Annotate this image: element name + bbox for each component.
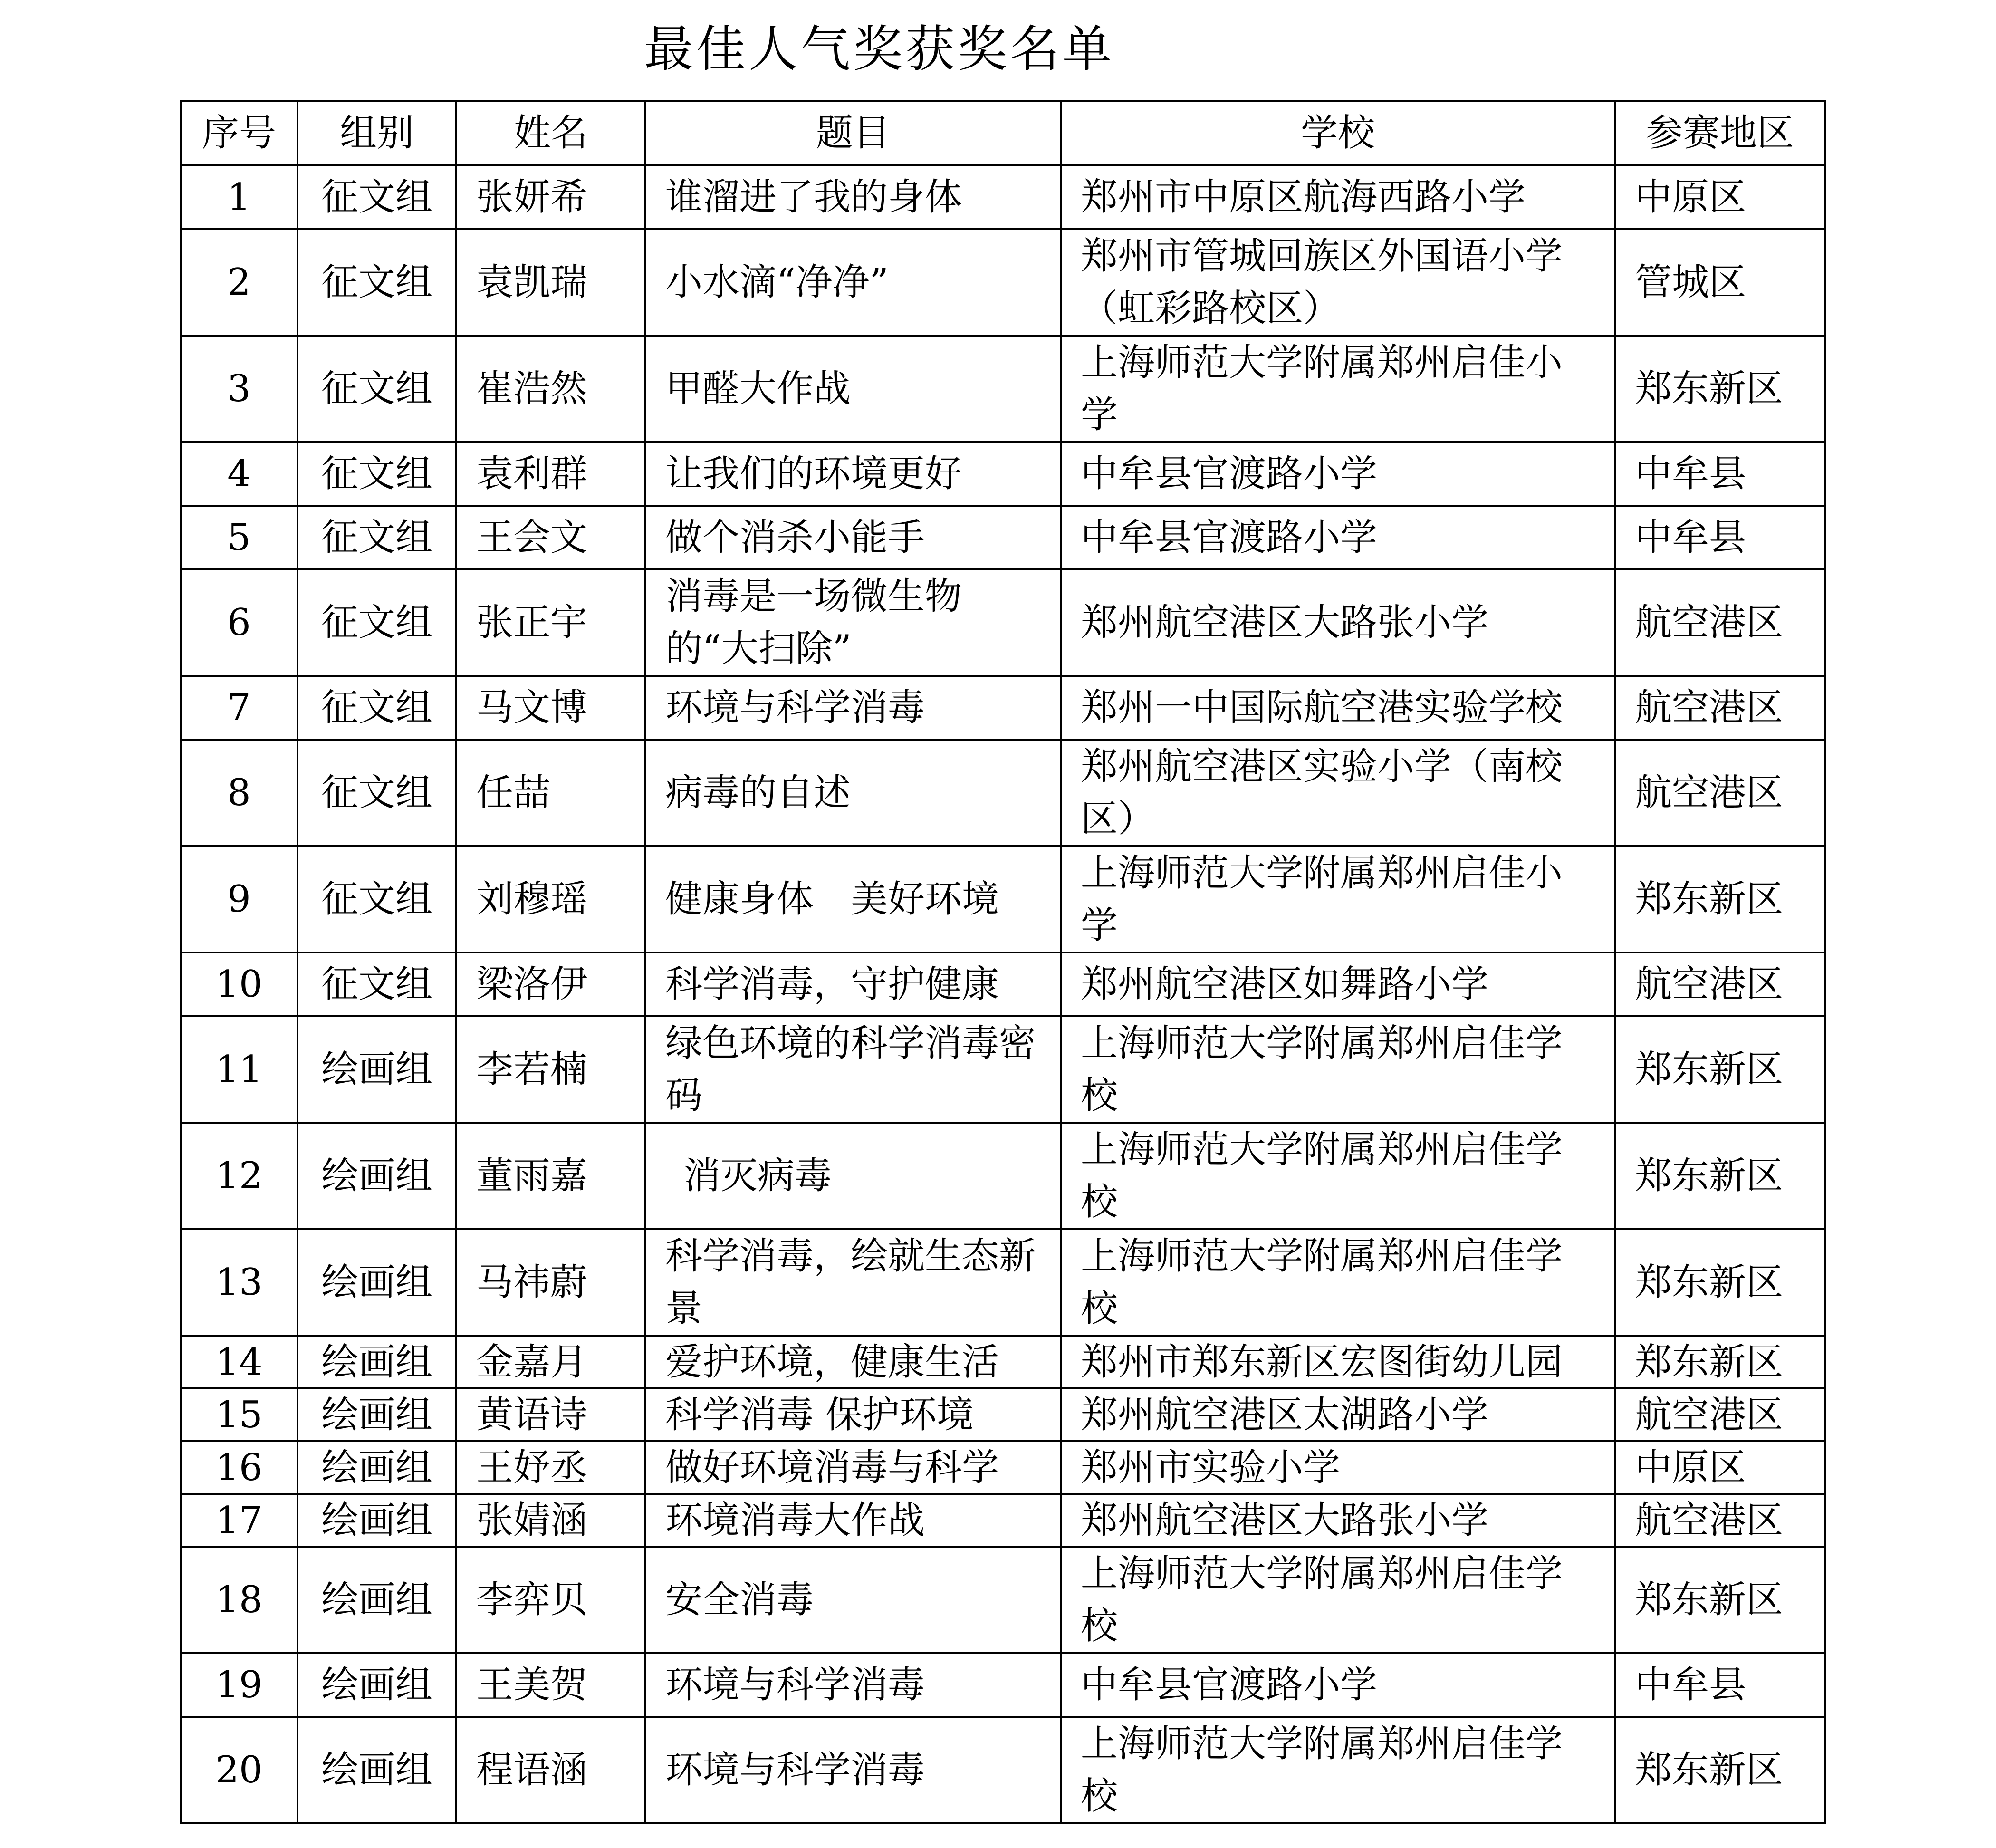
cell-region: 航空港区 [1615,569,1825,676]
cell-region: 管城区 [1615,229,1825,336]
cell-title: 环境与科学消毒 [645,1717,1061,1823]
cell-title: 健康身体 美好环境 [645,846,1061,953]
cell-number: 3 [181,336,297,442]
cell-group: 绘画组 [297,1336,456,1388]
cell-name: 李若楠 [456,1016,645,1123]
cell-name: 王会文 [456,506,645,569]
cell-title: 做好环境消毒与科学 [645,1441,1061,1494]
table-row [181,229,1825,336]
cell-name: 袁利群 [456,442,645,506]
cell-region: 航空港区 [1615,1388,1825,1441]
cell-school: 郑州市实验小学 [1061,1441,1615,1494]
cell-region: 中牟县 [1615,506,1825,569]
cell-title: 科学消毒，绘就生态新景 [645,1229,1061,1336]
cell-region: 航空港区 [1615,676,1825,740]
cell-name: 李弈贝 [456,1547,645,1653]
cell-title: 科学消毒，守护健康 [645,953,1061,1016]
cell-name: 董雨嘉 [456,1123,645,1229]
cell-group: 征文组 [297,506,456,569]
cell-group: 征文组 [297,676,456,740]
cell-region: 郑东新区 [1615,1016,1825,1123]
cell-number: 19 [181,1653,297,1717]
cell-title: 让我们的环境更好 [645,442,1061,506]
cell-school: 中牟县官渡路小学 [1061,442,1615,506]
cell-name: 黄语诗 [456,1388,645,1441]
cell-group: 绘画组 [297,1123,456,1229]
table-row [181,1441,1825,1494]
header-school: 学校 [1061,101,1615,165]
cell-title: 环境与科学消毒 [645,1653,1061,1717]
table-row [181,1388,1825,1441]
cell-title: 做个消杀小能手 [645,506,1061,569]
cell-number: 12 [181,1123,297,1229]
cell-school: 郑州市中原区航海西路小学 [1061,165,1615,229]
cell-region: 航空港区 [1615,1494,1825,1547]
cell-name: 王美贺 [456,1653,645,1717]
table-row [181,442,1825,506]
table-row [181,740,1825,846]
table-row [181,953,1825,1016]
table-row [181,1016,1825,1123]
cell-number: 11 [181,1016,297,1123]
table-row [181,1494,1825,1547]
cell-group: 征文组 [297,953,456,1016]
cell-region: 郑东新区 [1615,1229,1825,1336]
table-row [181,1229,1825,1336]
cell-school: 郑州航空港区实验小学（南校区） [1061,740,1615,846]
cell-school: 上海师范大学附属郑州启佳学校 [1061,1229,1615,1336]
cell-region: 郑东新区 [1615,846,1825,953]
header-row [181,101,1825,165]
cell-name: 张正宇 [456,569,645,676]
table-row [181,1336,1825,1388]
cell-title: 消灭病毒 [645,1123,1061,1229]
document-title: 最佳人气奖获奖名单 [643,20,1114,78]
cell-school: 郑州航空港区如舞路小学 [1061,953,1615,1016]
cell-school: 中牟县官渡路小学 [1061,1653,1615,1717]
table-row [181,1653,1825,1717]
table-row [181,676,1825,740]
cell-school: 上海师范大学附属郑州启佳学校 [1061,1123,1615,1229]
cell-group: 绘画组 [297,1229,456,1336]
cell-region: 郑东新区 [1615,1547,1825,1653]
cell-name: 刘穆瑶 [456,846,645,953]
cell-name: 马祎蔚 [456,1229,645,1336]
cell-number: 8 [181,740,297,846]
award-table [180,100,1826,1824]
cell-title: 安全消毒 [645,1547,1061,1653]
header-name: 姓名 [456,101,645,165]
cell-name: 马文博 [456,676,645,740]
cell-number: 10 [181,953,297,1016]
cell-name: 王妤丞 [456,1441,645,1494]
header-region: 参赛地区 [1615,101,1825,165]
cell-number: 1 [181,165,297,229]
cell-name: 任喆 [456,740,645,846]
cell-title: 科学消毒 保护环境 [645,1388,1061,1441]
cell-name: 张妍希 [456,165,645,229]
cell-school: 郑州一中国际航空港实验学校 [1061,676,1615,740]
cell-school: 郑州航空港区太湖路小学 [1061,1388,1615,1441]
cell-group: 绘画组 [297,1547,456,1653]
cell-school: 郑州市管城回族区外国语小学（虹彩路校区） [1061,229,1615,336]
cell-number: 18 [181,1547,297,1653]
cell-title: 消毒是一场微生物的“大扫除” [645,569,1061,676]
cell-group: 征文组 [297,229,456,336]
header-group: 组别 [297,101,456,165]
table-row [181,1717,1825,1823]
cell-school: 郑州航空港区大路张小学 [1061,1494,1615,1547]
cell-title: 环境与科学消毒 [645,676,1061,740]
cell-school: 郑州航空港区大路张小学 [1061,569,1615,676]
cell-number: 9 [181,846,297,953]
cell-group: 绘画组 [297,1441,456,1494]
cell-group: 绘画组 [297,1388,456,1441]
header-number: 序号 [181,101,297,165]
cell-region: 郑东新区 [1615,1123,1825,1229]
cell-number: 5 [181,506,297,569]
cell-name: 梁洛伊 [456,953,645,1016]
cell-title: 甲醛大作战 [645,336,1061,442]
cell-region: 航空港区 [1615,740,1825,846]
cell-school: 郑州市郑东新区宏图街幼儿园 [1061,1336,1615,1388]
cell-school: 上海师范大学附属郑州启佳学校 [1061,1717,1615,1823]
header-title: 题目 [645,101,1061,165]
cell-name: 金嘉月 [456,1336,645,1388]
cell-name: 崔浩然 [456,336,645,442]
cell-title: 爱护环境，健康生活 [645,1336,1061,1388]
cell-group: 征文组 [297,336,456,442]
cell-number: 16 [181,1441,297,1494]
cell-title: 病毒的自述 [645,740,1061,846]
cell-name: 程语涵 [456,1717,645,1823]
cell-number: 2 [181,229,297,336]
cell-number: 14 [181,1336,297,1388]
cell-name: 袁凯瑞 [456,229,645,336]
cell-group: 绘画组 [297,1494,456,1547]
table-row [181,336,1825,442]
cell-group: 绘画组 [297,1717,456,1823]
cell-title: 绿色环境的科学消毒密码 [645,1016,1061,1123]
cell-number: 6 [181,569,297,676]
cell-number: 17 [181,1494,297,1547]
cell-group: 征文组 [297,442,456,506]
table-row [181,1547,1825,1653]
cell-region: 中牟县 [1615,442,1825,506]
cell-group: 征文组 [297,569,456,676]
cell-group: 征文组 [297,740,456,846]
cell-title: 谁溜进了我的身体 [645,165,1061,229]
table-row [181,569,1825,676]
table-row [181,165,1825,229]
cell-number: 20 [181,1717,297,1823]
cell-school: 上海师范大学附属郑州启佳学校 [1061,1016,1615,1123]
cell-school: 上海师范大学附属郑州启佳小学 [1061,336,1615,442]
table-row [181,846,1825,953]
cell-region: 郑东新区 [1615,336,1825,442]
cell-title: 小水滴“净净” [645,229,1061,336]
cell-name: 张婧涵 [456,1494,645,1547]
cell-group: 征文组 [297,165,456,229]
cell-region: 郑东新区 [1615,1336,1825,1388]
cell-number: 13 [181,1229,297,1336]
cell-region: 中牟县 [1615,1653,1825,1717]
table-row [181,1123,1825,1229]
cell-number: 15 [181,1388,297,1441]
cell-group: 征文组 [297,846,456,953]
cell-region: 中原区 [1615,1441,1825,1494]
cell-group: 绘画组 [297,1016,456,1123]
cell-school: 中牟县官渡路小学 [1061,506,1615,569]
table-row [181,506,1825,569]
cell-title: 环境消毒大作战 [645,1494,1061,1547]
cell-number: 4 [181,442,297,506]
cell-region: 航空港区 [1615,953,1825,1016]
cell-region: 郑东新区 [1615,1717,1825,1823]
cell-number: 7 [181,676,297,740]
cell-region: 中原区 [1615,165,1825,229]
cell-school: 上海师范大学附属郑州启佳小学 [1061,846,1615,953]
cell-group: 绘画组 [297,1653,456,1717]
cell-school: 上海师范大学附属郑州启佳学校 [1061,1547,1615,1653]
